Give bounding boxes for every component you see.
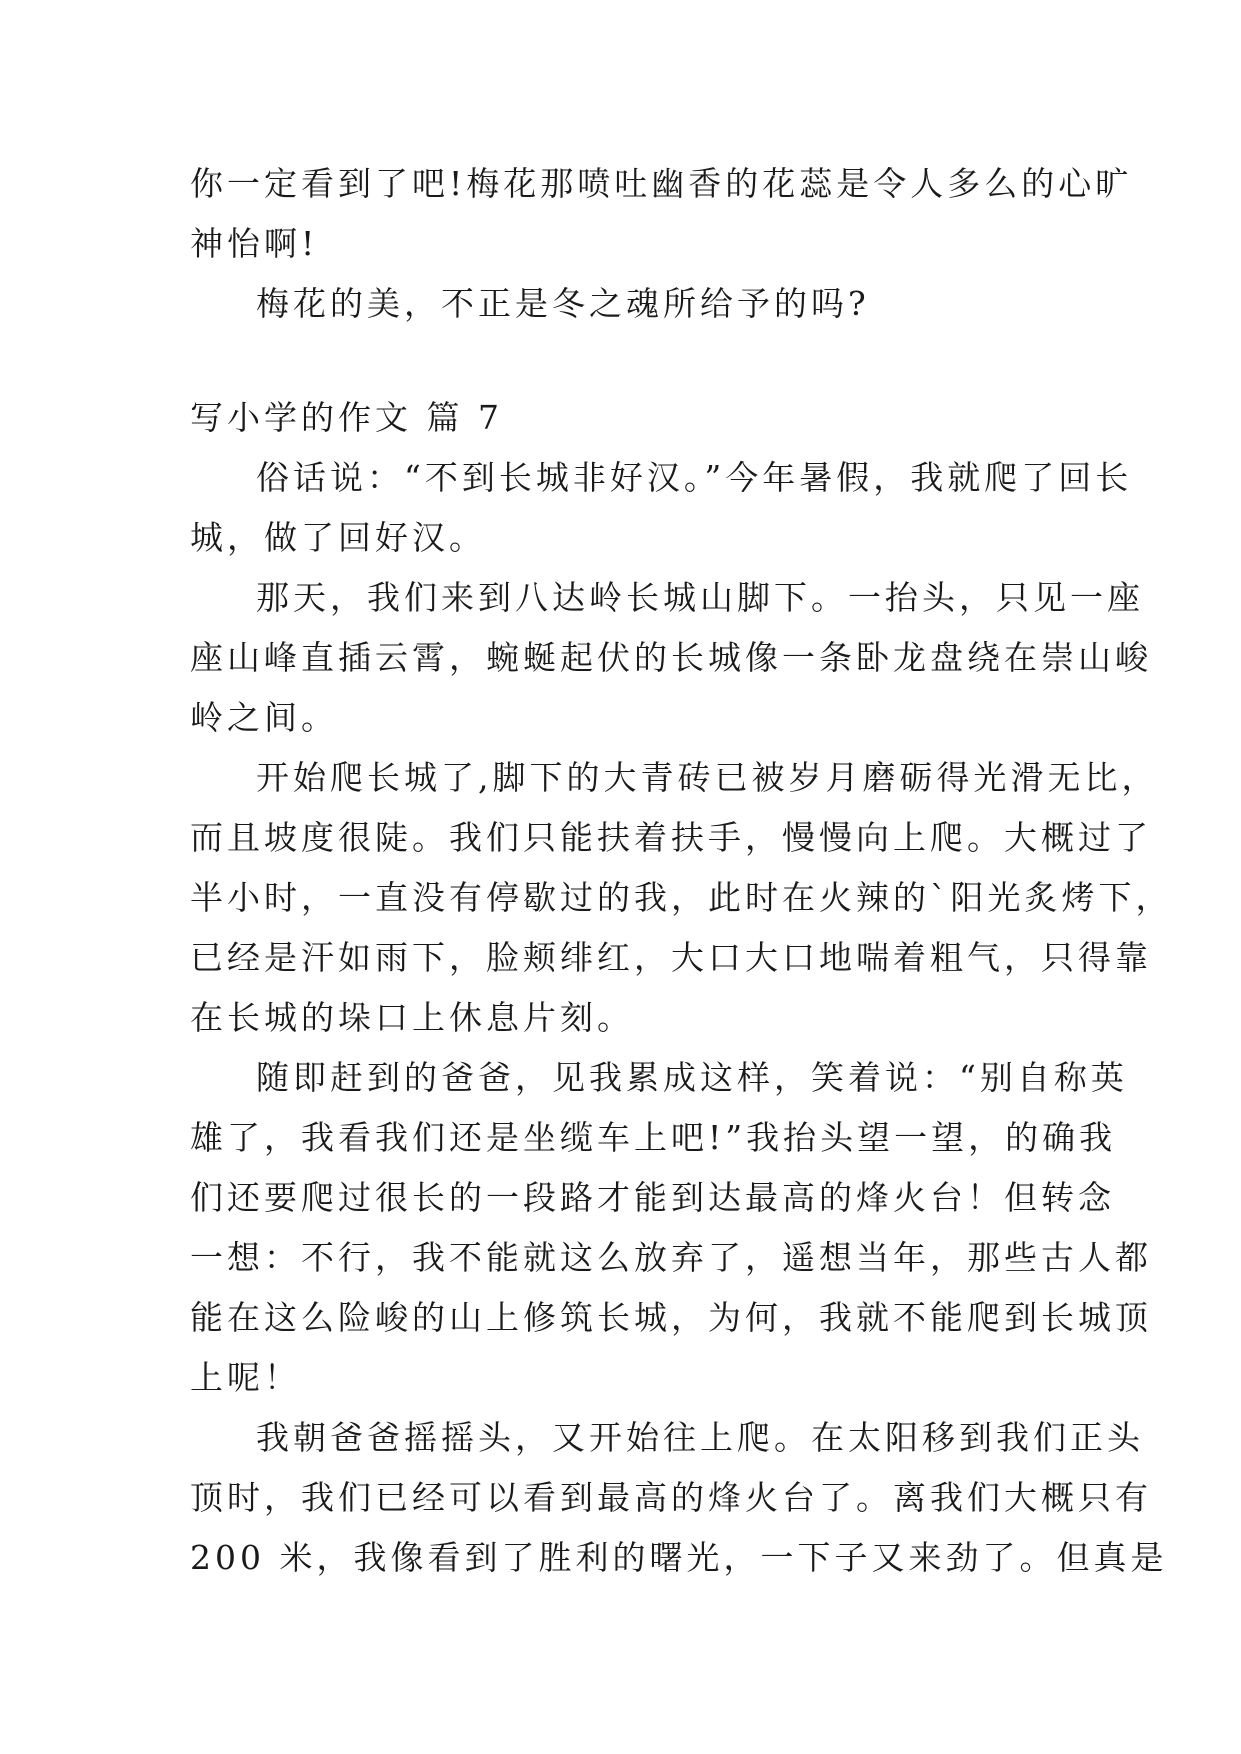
text-line: 已经是汗如雨下，脸颊绯红，大口大口地喘着粗气，只得靠 <box>190 938 1152 977</box>
text-line: 而且坡度很陡。我们只能扶着扶手，慢慢向上爬。大概过了 <box>190 818 1152 857</box>
paragraph <box>190 154 1133 274</box>
text-line: 随即赶到的爸爸，见我累成这样，笑着说：“别自称英 <box>256 1058 1128 1097</box>
text-line: 开始爬长城了,脚下的大青砖已被岁月磨砺得光滑无比， <box>256 758 1159 797</box>
text-line: 岭之间。 <box>190 698 338 737</box>
text-line: 半小时，一直没有停歇过的我，此时在火辣的`阳光炙烤下， <box>190 878 1173 917</box>
paragraph <box>190 1408 1168 1588</box>
text-line: 俗话说：“不到长城非好汉。”今年暑假，我就爬了回长 <box>256 458 1133 497</box>
text-line: 在长城的垛口上休息片刻。 <box>190 998 634 1037</box>
paragraph <box>190 274 1050 334</box>
text-line: 我朝爸爸摇摇头，又开始往上爬。在太阳移到我们正头 <box>256 1418 1144 1457</box>
document-body <box>190 154 1173 1588</box>
text-line: 神怡啊! <box>190 224 319 263</box>
text-line: 雄了，我看我们还是坐缆车上吧!”我抬头望一望，的确我 <box>190 1118 1117 1157</box>
text-line: 你一定看到了吧!梅花那喷吐幽香的花蕊是令人多么的心旷 <box>190 164 1133 203</box>
text-line: 200 米，我像看到了胜利的曙光，一下子又来劲了。但真是 <box>190 1538 1168 1577</box>
paragraph <box>190 448 1133 568</box>
section-heading: 写小学的作文 篇 7 <box>190 398 503 437</box>
text-line: 梅花的美，不正是冬之魂所给予的吗? <box>256 284 870 323</box>
text-line: 们还要爬过很长的一段路才能到达最高的烽火台！但转念 <box>190 1178 1115 1217</box>
paragraph <box>190 748 1173 1048</box>
text-line: 顶时，我们已经可以看到最高的烽火台了。离我们大概只有 <box>190 1478 1152 1517</box>
text-line: 一想：不行，我不能就这么放弃了，遥想当年，那些古人都 <box>190 1238 1152 1277</box>
text-line: 城，做了回好汉。 <box>190 518 486 557</box>
text-line: 能在这么险峻的山上修筑长城，为何，我就不能爬到长城顶 <box>190 1298 1152 1337</box>
paragraph <box>190 568 1152 748</box>
section-gap <box>190 334 1050 388</box>
text-line: 那天，我们来到八达岭长城山脚下。一抬头，只见一座 <box>256 578 1144 617</box>
text-line: 座山峰直插云霄，蜿蜒起伏的长城像一条卧龙盘绕在崇山峻 <box>190 638 1152 677</box>
paragraph <box>190 1048 1152 1408</box>
text-line: 上呢！ <box>190 1358 301 1397</box>
